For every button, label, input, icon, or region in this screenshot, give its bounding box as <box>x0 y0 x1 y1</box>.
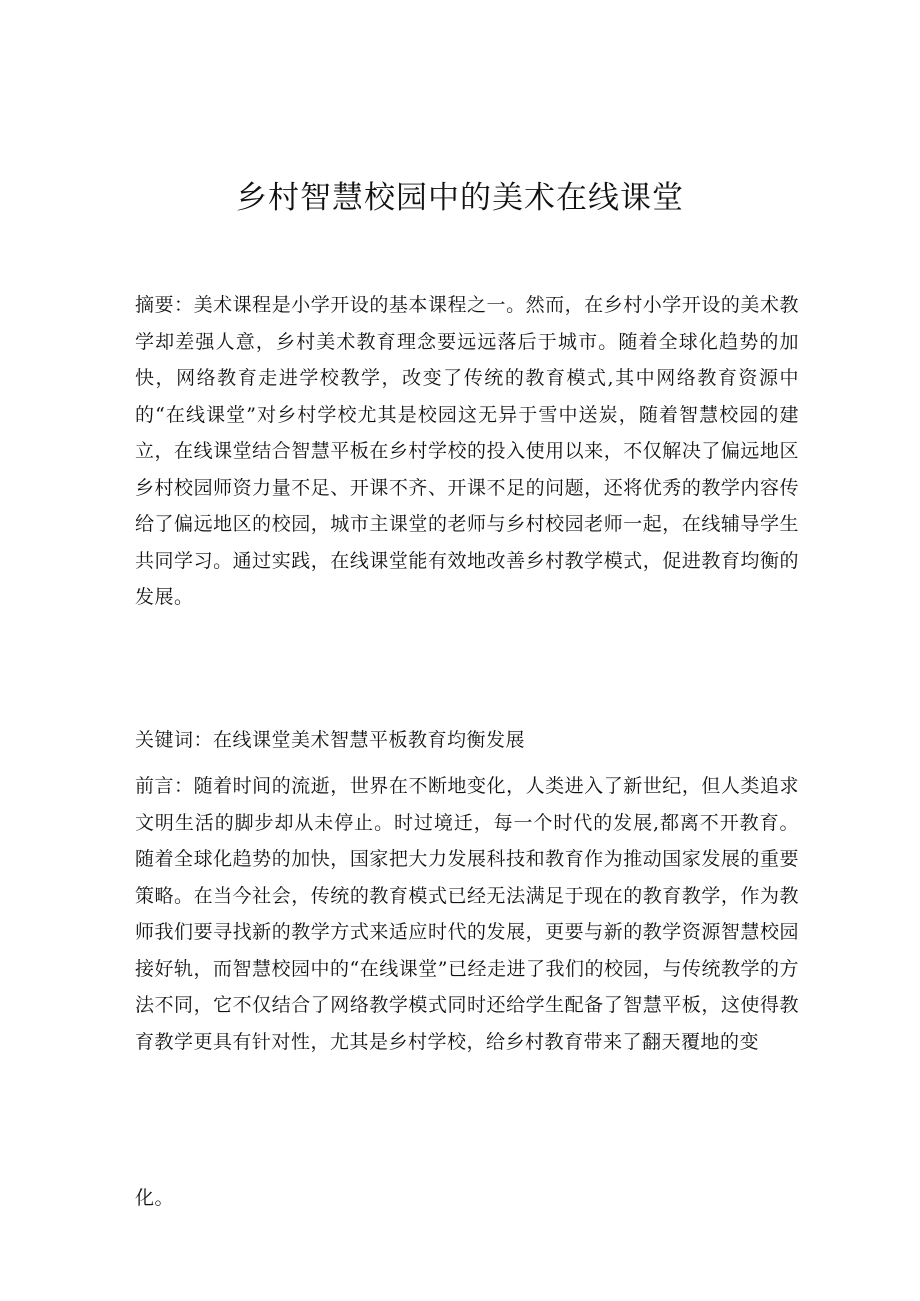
preface-tail: 化。 <box>135 1187 175 1209</box>
keywords-line: 关键词：在线课堂美术智慧平板教育均衡发展 <box>135 729 526 751</box>
document-title: 乡村智慧校园中的美术在线课堂 <box>236 180 684 216</box>
preface-paragraph: 前言：随着时间的流逝，世界在不断地变化，人类进入了新世纪，但人类追求文明生活的脚步却从未停止。时过境迁，每一个时代的发展,都离不开教育。随着全球化趋势的加快，国家把大力发展科技和教育作为推动国家发展的重要策略。在当今社会，传统的教育模式已经无法满足于现在的教育教学，作为教师我们要寻找新的教学方式来适应时代的发展，更要与新的教学资源智慧校园接好轨，而智慧校园中的“在线课堂”已经走进了我们的校园，与传统教学的方法不同，它不仅结合了网络教学模式同时还给学生配备了智慧平板，这使得教育教学更具有针对性，尤其是乡村学校，给乡村教育带来了翻天覆地的变 <box>135 775 799 1053</box>
abstract-paragraph: 摘要：美术课程是小学开设的基本课程之一。然而，在乡村小学开设的美术教学却差强人意，乡村美术教育理念要远远落后于城市。随着全球化趋势的加快，网络教育走进学校教学，改变了传统的教育模式,其中网络教育资源中的“在线课堂”对乡村学校尤其是校园这无异于雪中送炭，随着智慧校园的建立，在线课堂结合智慧平板在乡村学校的投入使用以来，不仅解决了偏远地区乡村校园师资力量不足、开课不齐、开课不足的问题，还将优秀的教学内容传给了偏远地区的校园，城市主课堂的老师与乡村校园老师一起，在线辅导学生共同学习。通过实践，在线课堂能有效地改善乡村教学模式，促进教育均衡的发展。 <box>135 294 799 608</box>
